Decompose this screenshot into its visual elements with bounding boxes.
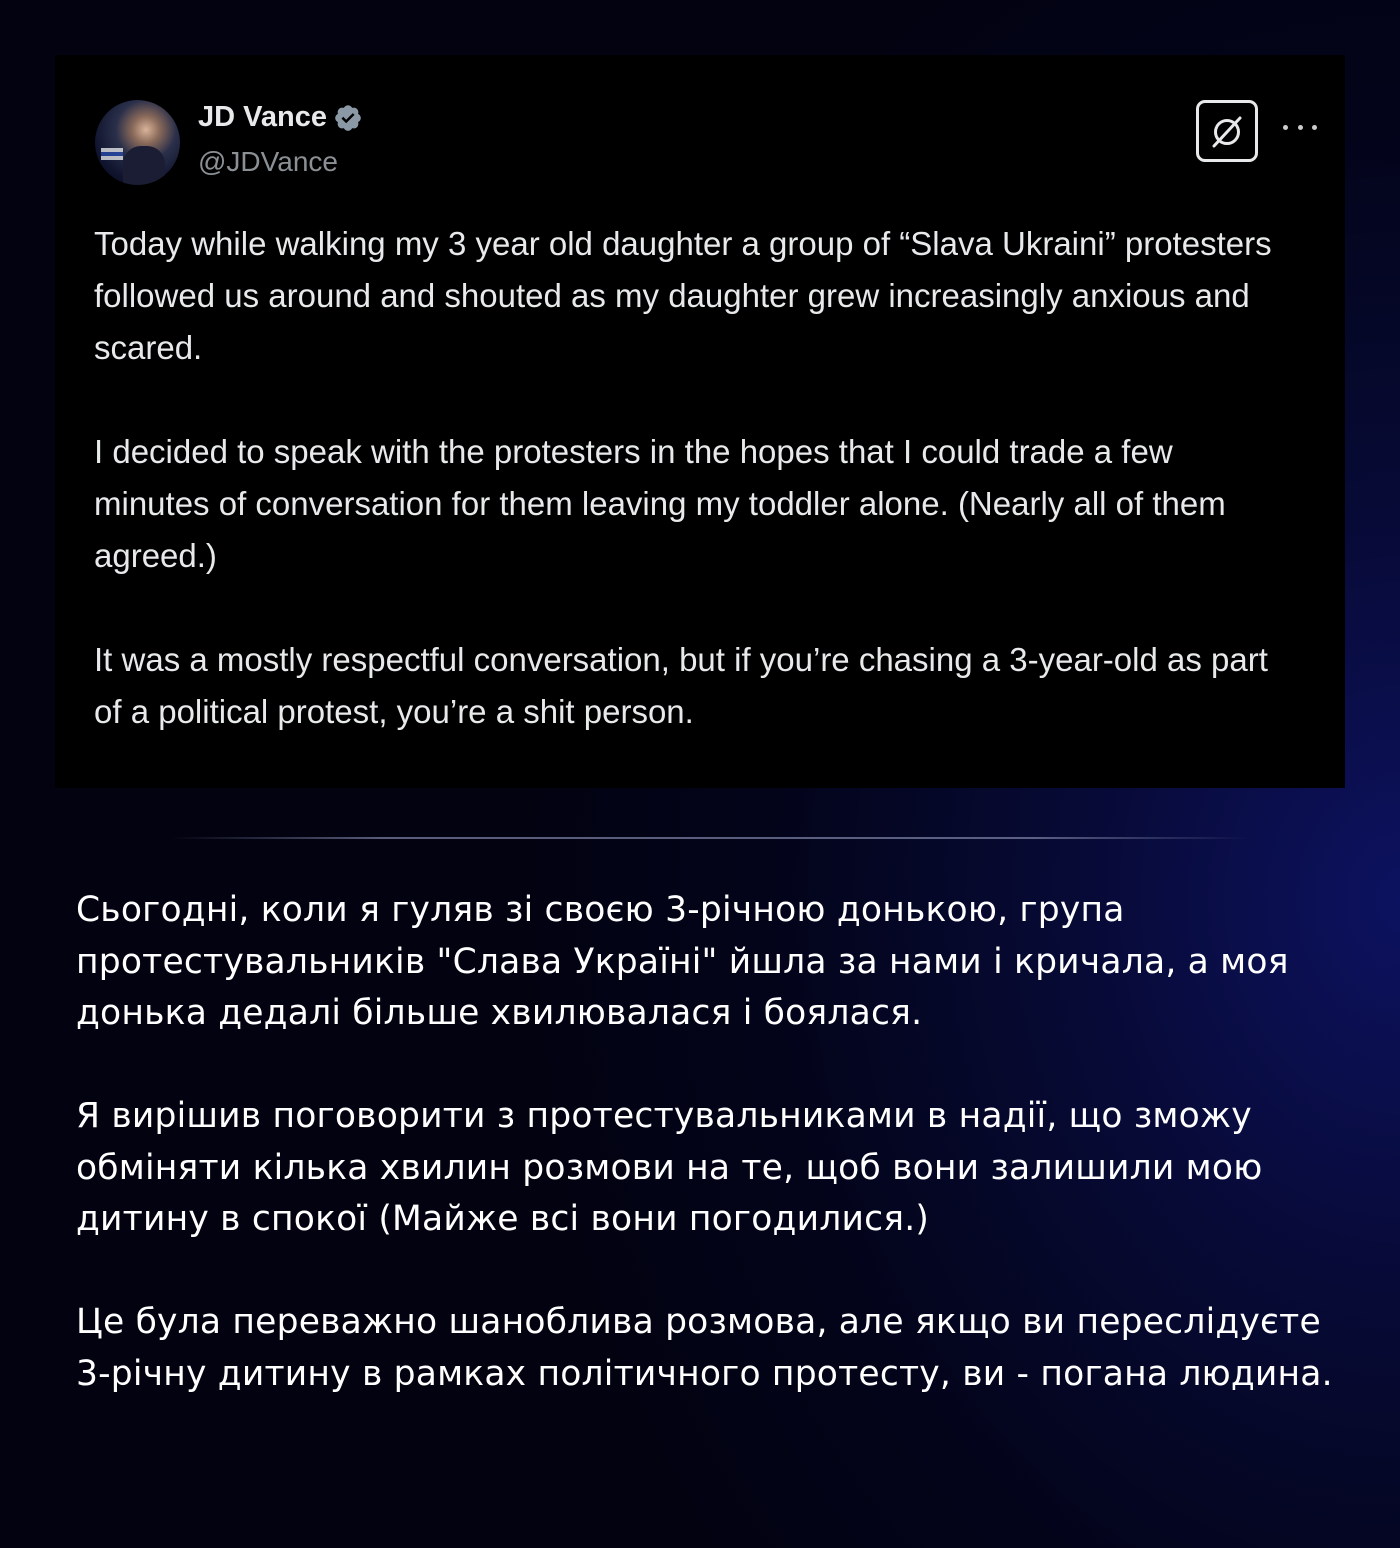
- translation-paragraph: Я вирішив поговорити з протестувальниками в надії, що зможу обміняти кілька хвилин розмови на те, щоб вони залишили мою дитину в спокої (Майже всі вони погодилися.): [76, 1096, 1263, 1239]
- flag-shape: [101, 148, 123, 160]
- avatar[interactable]: [95, 100, 180, 185]
- verified-badge-icon: [333, 103, 363, 133]
- more-dots-icon[interactable]: [1283, 117, 1317, 137]
- grok-slash-circle-icon: [1207, 111, 1247, 151]
- dot: [1283, 125, 1288, 130]
- tweet-paragraph: It was a mostly respectful conversation, but if you’re chasing a 3-year-old as part of a political protest, you’re a shit person.: [94, 641, 1268, 730]
- suit-shape: [123, 146, 165, 185]
- author-handle[interactable]: @JDVance: [198, 146, 338, 177]
- ukrainian-translation: [76, 885, 1366, 1400]
- dot: [1312, 125, 1317, 130]
- author-name[interactable]: [198, 101, 363, 134]
- grok-button[interactable]: [1196, 100, 1258, 162]
- translation-paragraph: Сьогодні, коли я гуляв зі своєю 3-річною донькою, група протестувальників "Слава Україні" йшла за нами і кричала, а моя донька дедалі більше хвилювалася і боялася.: [76, 890, 1289, 1033]
- section-divider: [170, 837, 1250, 839]
- tweet-paragraph: Today while walking my 3 year old daughter a group of “Slava Ukraini” protesters followed us around and shouted as my daughter grew increasingly anxious and scared.: [94, 225, 1272, 366]
- dot: [1298, 125, 1303, 130]
- translation-paragraph: Це була переважно шаноблива розмова, але якщо ви переслідуєте 3-річну дитину в рамках політичного протесту, ви - погана людина.: [76, 1302, 1333, 1394]
- tweet-text: [94, 218, 1294, 738]
- tweet-paragraph: I decided to speak with the protesters in the hopes that I could trade a few minutes of conversation for them leaving my toddler alone. (Nearly all of them agreed.): [94, 433, 1226, 574]
- tweet-card: [55, 55, 1345, 788]
- author-name-text: JD Vance: [198, 101, 327, 133]
